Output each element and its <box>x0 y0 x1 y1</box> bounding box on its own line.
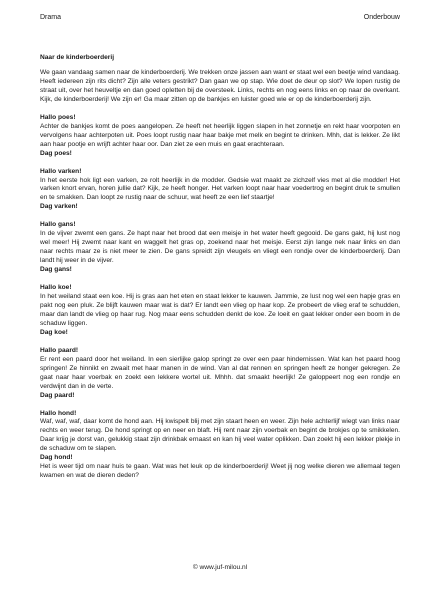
page-footer <box>0 564 440 572</box>
document-title: Naar de kinderboerderij <box>40 54 115 61</box>
section-text: In het weiland staat een koe. Hij is gras aan het eten en staat lekker te kauwen. Jammie, ze lust nog wel een hapje gras en pakt nog een pluk. Ze blijft kauwen maar wat is dat? Er landt een vlieg op haar kop. Ze probeert de vlieg eraf te schudden, maar dan landt de vlieg op haar rug. Nog maar eens schudden denkt de koe. Ze loeit en gaat lekker onder een boom in de schaduw liggen. <box>40 293 400 327</box>
intro-paragraph: We gaan vandaag samen naar de kinderboerderij. We trekken onze jassen aan want er staat wel een beetje wind vandaag. Heeft iedereen zijn rits dicht? Zijn alle veters gestrikt? Dan gaan we op stap. Wie doet de deur op slot? We lopen rustig de straat uit, over het heuveltje en dan goed opletten bij de oversteek. Links, rechts en nog eens links en op naar de overkant. Kijk, de kinderboerderij! We zijn er! Ga maar zitten op de bankjes en luister goed wie er op de kinderboerderij zijn. <box>40 69 400 103</box>
section-text: Achter de bankjes komt de poes aangelopen. Ze heeft net heerlijk liggen slapen in het zonnetje en rekt haar voorpoten en vervolgens haar achterpoten uit. Poes loopt rustig naar haar bakje met melk en begint te drinken. Mhh, dat is lekker. Ze likt aan haar pootje en wrijft achter haar oor. Dan ziet ze een muis en gaat erachteraan. <box>40 122 400 148</box>
section-bye: Dag koe! <box>40 328 68 336</box>
section-text: Waf, waf, waf, daar komt de hond aan. Hij kwispelt blij met zijn staart heen en weer. Zijn hele achterlijf wiegt van links naar rechts en weer terug. De hond springt op en neer en blaft. Hij rent naar zijn voerbak en begint de brokjes op te smikkelen. Daar krijg je dorst van, gelukkig staat zijn drinkbak ernaast en kan hij veel water oplikken. Dan zoekt hij een lekker plekje in de schaduw om te slapen. <box>40 418 400 453</box>
section-hello: Hallo koe! <box>40 284 72 292</box>
section-text: In de vijver zwemt een gans. Ze hapt naar het brood dat een meisje in het water heeft gegooid. De gans gakt, hij lust nog wel meer! Hij zwemt naar kant en waggelt het gras op, zoekend naar het meisje. Eerst zijn lange nek naar links en dan naar rechts maar ze is niet meer te zien. De gans spreidt zijn vleugels en vliegt een rondje over de kinderboerderij. Dan landt hij weer in de vijver. <box>40 230 400 265</box>
closing-paragraph: Het is weer tijd om naar huis te gaan. Wat was het leuk op de kinderboerderij! Weet jij nog welke dieren we allemaal tegen kwamen en wat de dieren deden? <box>40 463 400 480</box>
section-text: Er rent een paard door het weiland. In een sierlijke galop springt ze over een paar hindernissen. Wat kan het paard hoog springen! Ze hinnikt en zwaait met haar manen in de wind. Van al dat rennen en springen heeft ze honger gekregen. Ze gaat naar haar voerbak en zoekt een lekkere wortel uit. Mhhh. dat smaakt heerlijk! Ze galoppeert nog een rondje en verdwijnt dan in de verte. <box>40 355 400 390</box>
section-bye: Dag poes! <box>40 149 72 157</box>
section-hello: Hallo varken! <box>40 167 82 175</box>
section-hello: Hallo poes! <box>40 113 76 121</box>
copyright-symbol: © <box>192 564 198 571</box>
footer-site-link[interactable]: www.juf-milou.nl <box>199 564 248 571</box>
section-hello: Hallo paard! <box>40 346 79 354</box>
section-koe <box>40 284 400 338</box>
section-paard <box>40 347 400 401</box>
section-bye: Dag paard! <box>40 391 75 399</box>
section-varken <box>40 168 400 213</box>
section-poes <box>40 114 400 159</box>
header-subject: Drama <box>40 14 62 21</box>
document-body <box>40 69 400 481</box>
section-hello: Hallo gans! <box>40 221 76 229</box>
section-hond <box>40 410 400 464</box>
section-text: In het eerste hok ligt een varken, ze rolt heerlijk in de modder. Gedsie wat maakt ze zichzelf vies met al die modder! Het varken knort ervan, horen jullie dat? Kijk, ze heeft honger. Het varken loopt naar haar voedertrog en begint druk te smullen en te smakken. Dan loopt ze rustig naar de schuur, wat heeft ze een lief staartje! <box>40 176 400 202</box>
section-bye: Dag varken! <box>40 203 78 211</box>
page-header <box>40 13 400 22</box>
section-gans <box>40 221 400 275</box>
section-hello: Hallo hond! <box>40 409 77 417</box>
section-bye: Dag hond! <box>40 454 73 462</box>
header-level: Onderbouw <box>363 14 400 21</box>
section-bye: Dag gans! <box>40 266 72 274</box>
